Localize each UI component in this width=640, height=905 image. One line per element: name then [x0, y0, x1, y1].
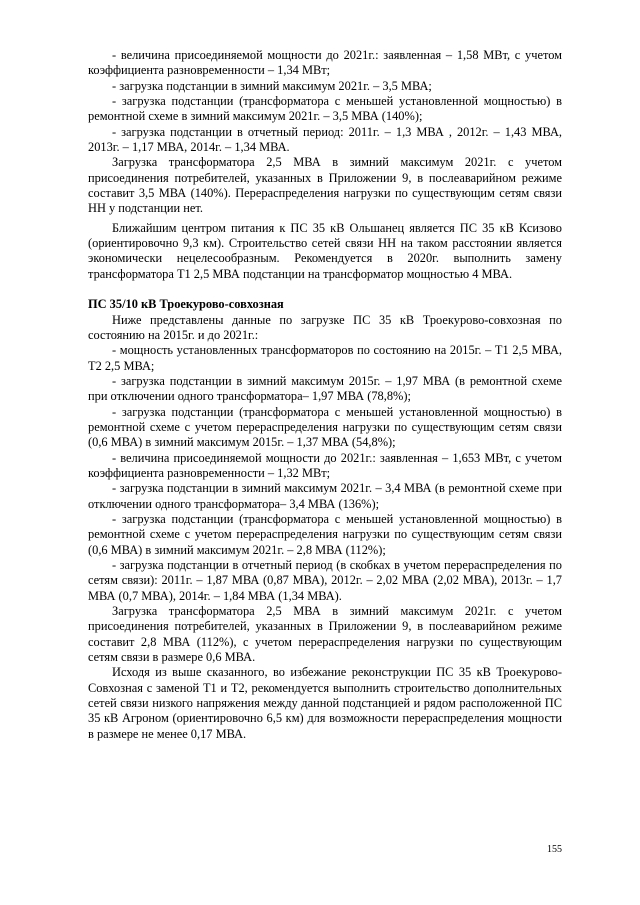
paragraph: - загрузка подстанции в зимний максимум 2021г. – 3,4 МВА (в ремонтной схеме при отключении одного трансформатора– 3,4 МВА (136%); [88, 481, 562, 511]
paragraph: - величина присоединяемой мощности до 2021г.: заявленная – 1,653 МВт, с учетом коэффициента разновременности – 1,32 МВт; [88, 450, 562, 480]
paragraph: - величина присоединяемой мощности до 2021г.: заявленная – 1,58 МВт, с учетом коэффициента разновременности – 1,34 МВт; [88, 48, 562, 78]
paragraph: - загрузка подстанции (трансформатора с меньшей установленной мощностью) в ремонтной схеме с учетом перераспределения нагрузки по существующим сетям связи (0,6 МВА) в зимний максимум 2021г. – 2,8 МВА (112%); [88, 511, 562, 557]
paragraph: - загрузка подстанции в отчетный период (в скобках в учетом перераспределения по сетям связи): 2011г. – 1,87 МВА (0,87 МВА), 2012г. – 2,02 МВА (2,02 МВА), 2013г. – 1,7 МВА (0,7 МВА), 2014г. – 1,84 МВА (1,34 МВА). [88, 558, 562, 603]
paragraph: Ниже представлены данные по загрузке ПС 35 кВ Троекурово-совхозная по состоянию на 2015г. и до 2021г.: [88, 312, 562, 342]
paragraph: - мощность установленных трансформаторов по состоянию на 2015г. – Т1 2,5 МВА, Т2 2,5 МВА; [88, 343, 562, 373]
paragraph: Загрузка трансформатора 2,5 МВА в зимний максимум 2021г. с учетом присоединения потребителей, указанных в Приложении 9, в послеаварийном режиме составит 2,8 МВА (112%), с учетом перераспределения нагрузки по существующим сетям связи в размере 0,6 МВА. [88, 604, 562, 665]
page-body [88, 48, 562, 742]
paragraph: Ближайшим центром питания к ПС 35 кВ Ольшанец является ПС 35 кВ Ксизово (ориентировочно 9,3 км). Строительство сетей связи НН на таком расстоянии является экономически нецелесообразным. Рекомендуется в 2020г. выполнить замену трансформатора Т1 2,5 МВА подстанции на трансформатор мощностью 4 МВА. [88, 220, 562, 281]
paragraph: - загрузка подстанции в зимний максимум 2015г. – 1,97 МВА (в ремонтной схеме при отключении одного трансформатора– 1,97 МВА (78,8%); [88, 373, 562, 404]
paragraph: - загрузка подстанции (трансформатора с меньшей установленной мощностью) в ремонтной схеме в зимний максимум 2021г. – 3,5 МВА (140%); [88, 94, 562, 124]
paragraph: - загрузка подстанции в отчетный период: 2011г. – 1,3 МВА , 2012г. – 1,43 МВА, 2013г. – 1,17 МВА, 2014г. – 1,34 МВА. [88, 124, 562, 155]
paragraph: Загрузка трансформатора 2,5 МВА в зимний максимум 2021г. с учетом присоединения потребителей, указанных в Приложении 9, в послеаварийном режиме составит 3,5 МВА (140%). Перераспределения нагрузки по существующим сетям связи НН у подстанции нет. [88, 155, 562, 216]
page-number: 155 [547, 844, 562, 855]
paragraph: Исходя из выше сказанного, во избежание реконструкции ПС 35 кВ Троекурово-Совхозная с заменой Т1 и Т2, рекомендуется выполнить строительство дополнительных сетей связи низкого напряжения между данной подстанцией и рядом расположенной ПС 35 кВ Агроном (ориентировочно 6,5 км) для возможности перераспределения мощности в размере не менее 0,17 МВА. [88, 665, 562, 741]
section-heading: ПС 35/10 кВ Троекурово-совхозная [88, 297, 284, 312]
paragraph: - загрузка подстанции (трансформатора с меньшей установленной мощностью) в ремонтной схеме с учетом перераспределения нагрузки по существующим сетям связи (0,6 МВА) в зимний максимум 2015г. – 1,37 МВА (54,8%); [88, 404, 562, 450]
paragraph: - загрузка подстанции в зимний максимум 2021г. – 3,5 МВА; [112, 78, 432, 93]
